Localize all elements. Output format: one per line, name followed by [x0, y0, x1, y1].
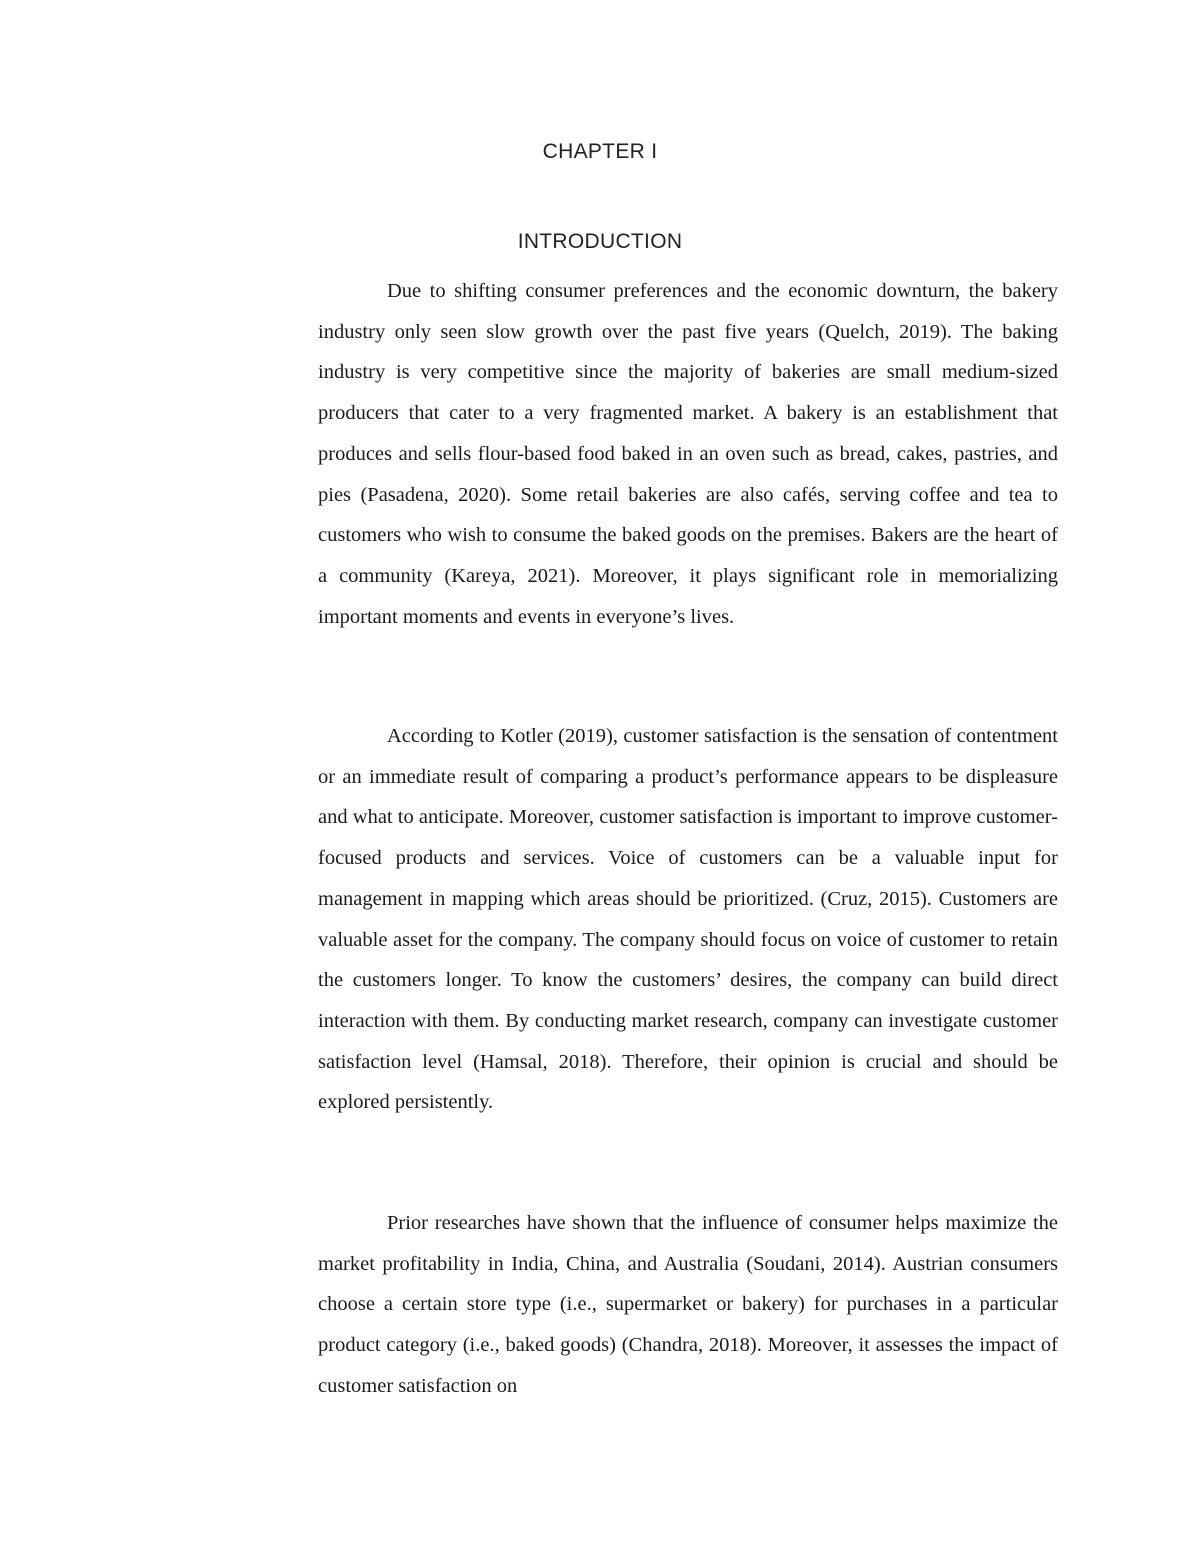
paragraph-block-2 — [318, 716, 1058, 1123]
paragraph-1-text: Due to shifting consumer preferences and the economic downturn, the bakery industry only seen slow growth over the past five years (Quelch, 2019). The baking industry is very competitive since the majority of bakeries are small medium-sized producers that cater to a very fragmented market. A bakery is an establishment that produces and sells flour-based food baked in an oven such as bread, cakes, pastries, and pies (Pasadena, 2020). Some retail bakeries are also cafés, serving coffee and tea to customers who wish to consume the baked goods on the premises. Bakers are the heart of a community (Kareya, 2021). Moreover, it plays significant role in memorializing important moments and events in everyone’s lives. — [318, 280, 1058, 628]
paragraph-block-3 — [318, 1203, 1058, 1407]
section-heading: INTRODUCTION — [517, 230, 683, 253]
paragraph-block-1 — [318, 271, 1058, 637]
chapter-heading: CHAPTER I — [542, 140, 658, 163]
paragraph-2-text: According to Kotler (2019), customer satisfaction is the sensation of contentment or an immediate result of comparing a product’s performance appears to be displeasure and what to anticipate. Moreover, customer satisfaction is important to improve customer-focused products and services. Voice of customers can be a valuable input for management in mapping which areas should be prioritized. (Cruz, 2015). Customers are valuable asset for the company. The company should focus on voice of customer to retain the customers longer. To know the customers’ desires, the company can build direct interaction with them. By conducting market research, company can investigate customer satisfaction level (Hamsal, 2018). Therefore, their opinion is crucial and should be explored persistently. — [318, 725, 1058, 1114]
paragraph-3-text: Prior researches have shown that the influence of consumer helps maximize the market profitability in India, China, and Australia (Soudani, 2014). Austrian consumers choose a certain store type (i.e., supermarket or bakery) for purchases in a particular product category (i.e., baked goods) (Chandra, 2018). Moreover, it assesses the impact of customer satisfaction on — [318, 1212, 1058, 1397]
